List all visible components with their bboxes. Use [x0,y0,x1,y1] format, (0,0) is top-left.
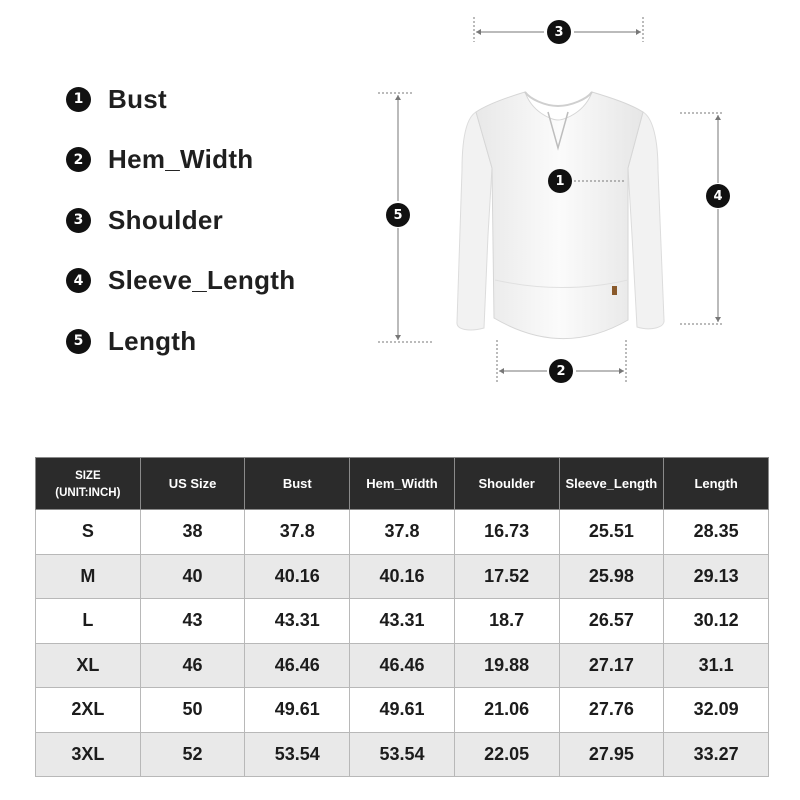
header-length: Length [664,458,769,510]
legend-label: Hem_Width [108,144,254,174]
length-marker: 5 [386,203,410,227]
table-cell: S [36,510,141,555]
table-cell: 29.13 [664,554,769,599]
table-cell: 43.31 [350,599,455,644]
header-us-size: US Size [140,458,245,510]
number-4-badge: 4 [66,268,91,293]
legend-label: Shoulder [108,204,224,235]
table-cell: 27.76 [559,688,664,733]
bust-marker: 1 [548,169,572,193]
table-cell: 46.46 [350,643,455,688]
number-3-badge: 3 [66,208,91,233]
table-header-row [36,458,769,510]
table-cell: 46 [140,643,245,688]
legend-label: Bust [108,83,167,114]
table-cell: 53.54 [245,732,350,777]
table-cell: 40.16 [350,554,455,599]
table-cell: 25.98 [559,554,664,599]
shirt-body [476,92,643,339]
table-cell: 2XL [36,688,141,733]
table-cell: 30.12 [664,599,769,644]
hem-marker: 2 [549,359,573,383]
table-cell: 43.31 [245,599,350,644]
table-cell: 3XL [36,732,141,777]
header-size-unit: SIZE (UNIT:INCH) [36,458,141,510]
table-cell: M [36,554,141,599]
table-row [36,688,769,733]
table-cell: 53.54 [350,732,455,777]
table-cell: 43 [140,599,245,644]
table-cell: XL [36,643,141,688]
table-cell: 40.16 [245,554,350,599]
table-cell: 16.73 [454,510,559,555]
table-cell: 33.27 [664,732,769,777]
header-shoulder: Shoulder [454,458,559,510]
table-cell: 49.61 [245,688,350,733]
table-cell: 31.1 [664,643,769,688]
table-row [36,732,769,777]
table-cell: 50 [140,688,245,733]
legend-label: Sleeve_Length [108,265,296,295]
header-sleeve-length: Sleeve_Length [559,458,664,510]
table-cell: 46.46 [245,643,350,688]
table-cell: 37.8 [245,510,350,555]
table-cell: 32.09 [664,688,769,733]
table-cell: 18.7 [454,599,559,644]
collar [525,92,592,106]
table-cell: L [36,599,141,644]
hem-tag [612,286,617,295]
table-cell: 27.95 [559,732,664,777]
table-row [36,599,769,644]
table-cell: 26.57 [559,599,664,644]
table-cell: 38 [140,510,245,555]
table-cell: 22.05 [454,732,559,777]
shoulder-marker: 3 [547,20,571,44]
header-hem-width: Hem_Width [350,458,455,510]
number-2-badge: 2 [66,147,91,172]
size-chart-table [35,457,769,777]
table-cell: 28.35 [664,510,769,555]
table-cell: 17.52 [454,554,559,599]
header-bust: Bust [245,458,350,510]
table-cell: 37.8 [350,510,455,555]
table-row [36,510,769,555]
table-row [36,643,769,688]
table-cell: 27.17 [559,643,664,688]
table-row [36,554,769,599]
table-cell: 40 [140,554,245,599]
table-cell: 52 [140,732,245,777]
table-cell: 49.61 [350,688,455,733]
table-cell: 25.51 [559,510,664,555]
legend-label: Length [108,325,197,356]
sleeve-marker: 4 [706,184,730,208]
table-cell: 19.88 [454,643,559,688]
table-cell: 21.06 [454,688,559,733]
number-1-badge: 1 [66,87,91,112]
number-5-badge: 5 [66,329,91,354]
